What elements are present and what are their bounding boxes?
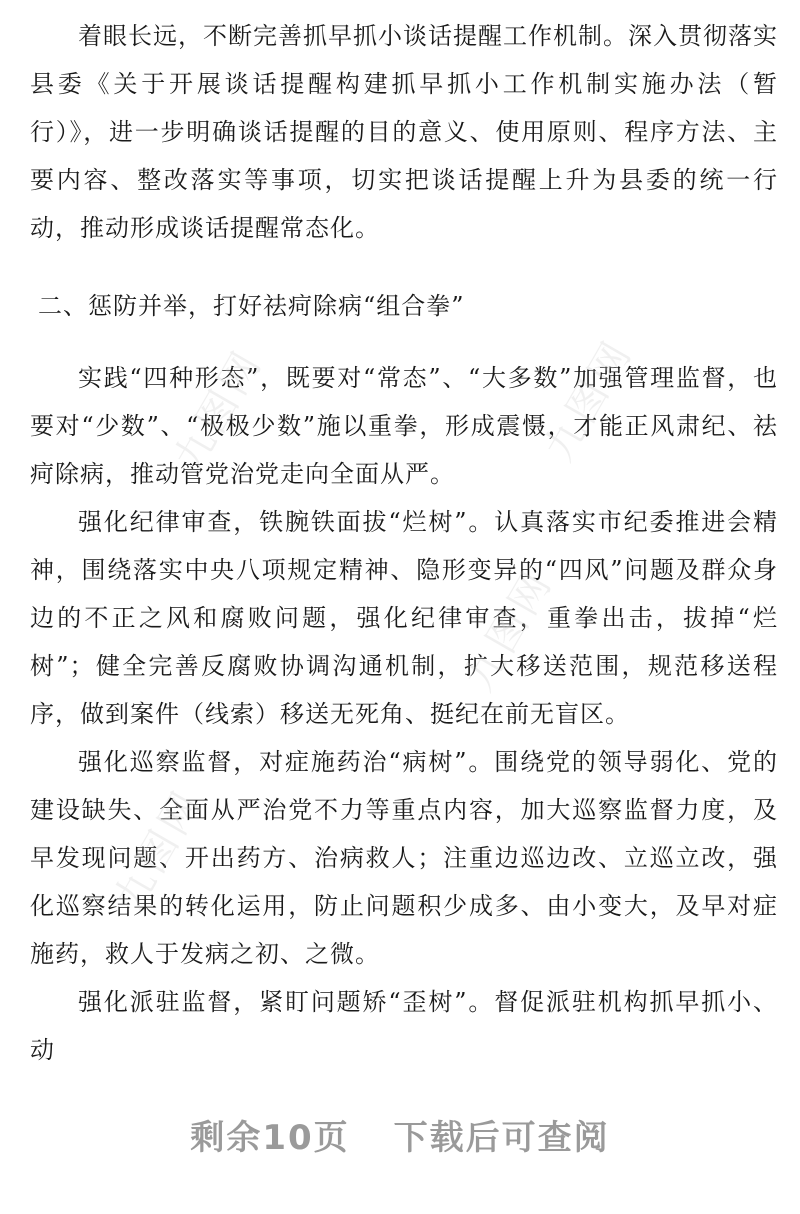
watermark: 九图网 bbox=[166, 341, 272, 479]
paragraph-four-forms: 实践“四种形态”，既要对“常态”、“大多数”加强管理监督，也要对“少数”、“极极少数”施以重拳，形成震慑，才能正风肃纪、祛疴除病，推动管党治党走向全面从严。 bbox=[30, 364, 778, 488]
section-heading: 二、惩防并举，打好祛疴除病“组合拳” bbox=[38, 292, 465, 320]
paragraph-stationed-supervision: 强化派驻监督，紧盯问题矫“歪树”。督促派驻机构抓早抓小、动 bbox=[30, 988, 778, 1064]
watermark: 九图网 bbox=[536, 331, 642, 469]
paragraph-inspection: 强化巡察监督，对症施药治“病树”。围绕党的领导弱化、党的建设缺失、全面从严治党不力等重点内容，加大巡察监督力度，及早发现问题、开出药方、治病救人；注重边巡边改、立巡立改，强化巡察结果的转化运用，防止问题积少成多、由小变大，及早对症施药，救人于发病之初、之微。 bbox=[30, 748, 778, 968]
watermark: 九图网 bbox=[456, 561, 562, 699]
remaining-pages-text: 剩余10页 bbox=[190, 1118, 350, 1158]
watermark: 九图网 bbox=[106, 781, 212, 919]
download-prompt[interactable] bbox=[0, 1110, 800, 1159]
paragraph-discipline-review: 强化纪律审查，铁腕铁面拔“烂树”。认真落实市纪委推进会精神，围绕落实中央八项规定精神、隐形变异的“四风”问题及群众身边的不正之风和腐败问题，强化纪律审查，重拳出击，拔掉“烂树”；健全完善反腐败协调沟通机制，扩大移送范围，规范移送程序，做到案件（线索）移送无死角、挺纪在前无盲区。 bbox=[30, 508, 778, 728]
download-to-view-text: 下载后可查阅 bbox=[393, 1118, 610, 1158]
paragraph-mechanism: 着眼长远，不断完善抓早抓小谈话提醒工作机制。深入贯彻落实县委《关于开展谈话提醒构建抓早抓小工作机制实施办法（暂行）》，进一步明确谈话提醒的目的意义、使用原则、程序方法、主要内容、整改落实等事项，切实把谈话提醒上升为县委的统一行动，推动形成谈话提醒常态化。 bbox=[30, 22, 778, 242]
